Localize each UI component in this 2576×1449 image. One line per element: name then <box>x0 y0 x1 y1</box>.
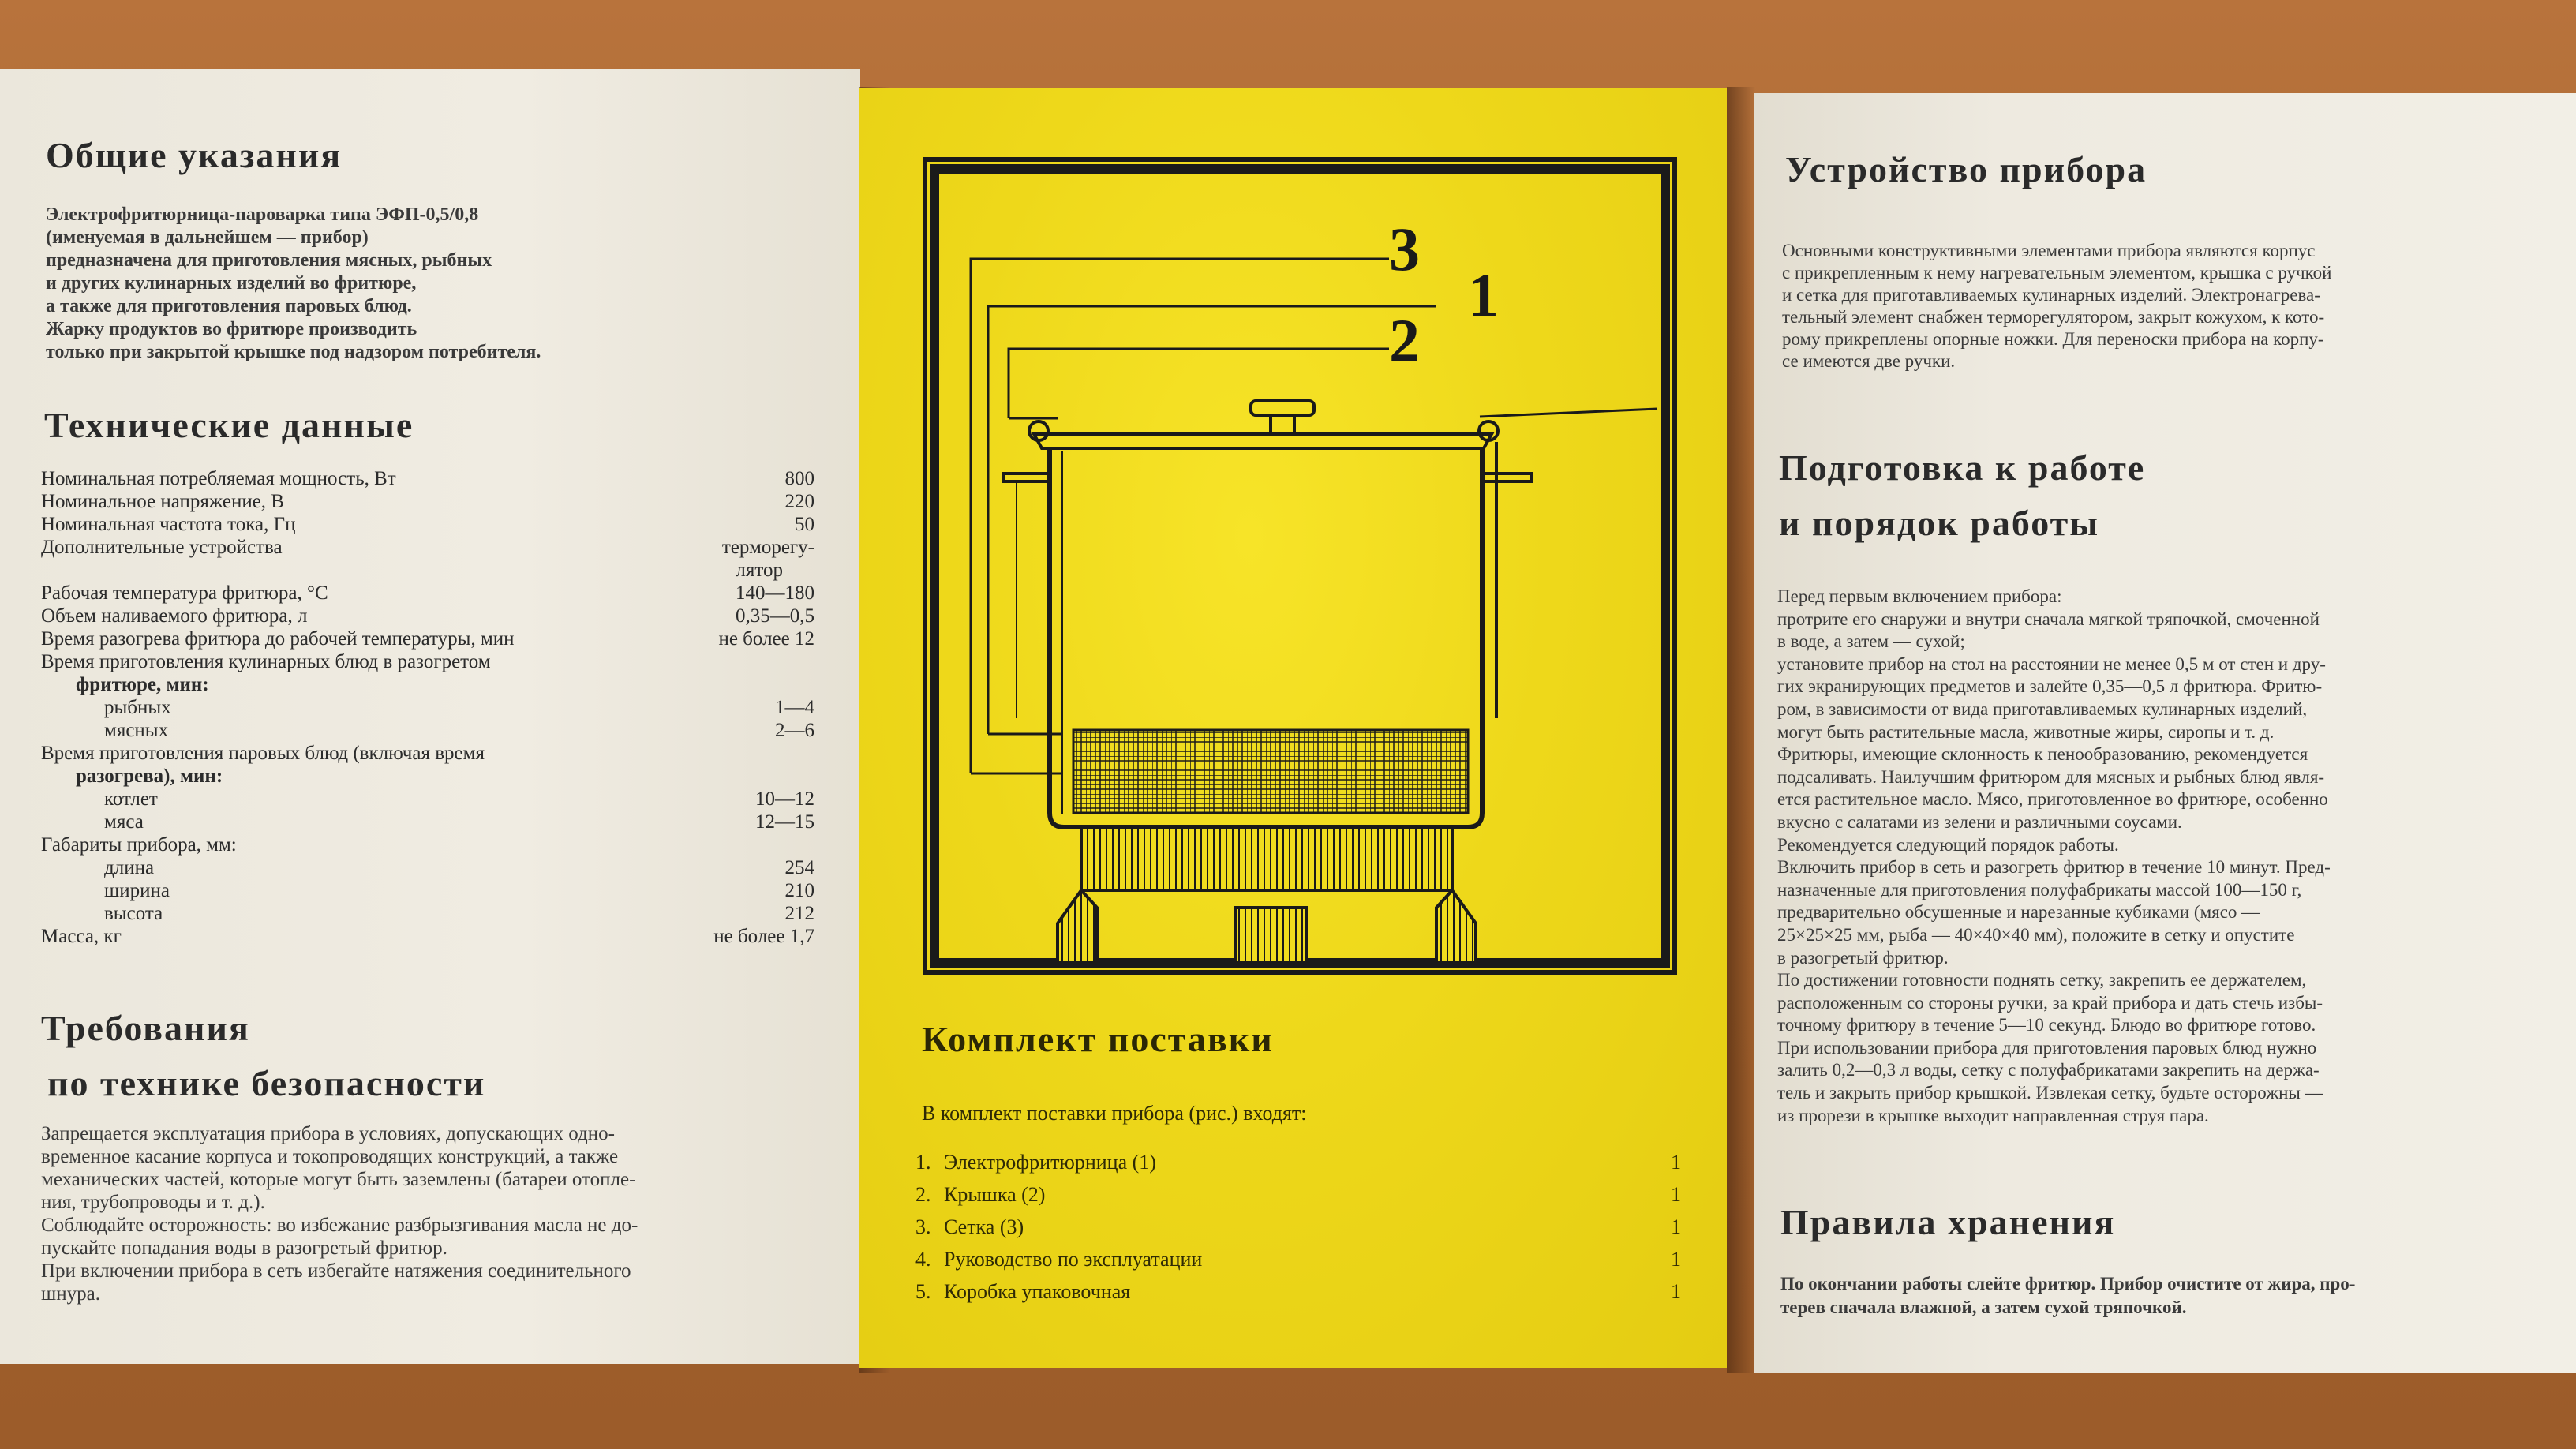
spec-row: Габариты прибора, мм: <box>41 834 237 856</box>
prep-line: гих экранирующих предметов и залейте 0,35—0,5 л фритюра. Фритю- <box>1777 676 2323 697</box>
spec-row: лятор <box>736 560 783 581</box>
device-line: Основными конструктивными элементами прибора являются корпус <box>1782 241 2316 260</box>
spec-row: Масса, кг не более 1,7 <box>41 926 814 947</box>
prep-line: Включить прибор в сеть и разогреть фритюр в течение 10 минут. Пред- <box>1777 857 2331 878</box>
prep-line: назначенные для приготовления полуфабрикаты массой 100—150 г, <box>1777 879 2302 900</box>
safety-line: Запрещается эксплуатация прибора в условиях, допускающих одно- <box>41 1123 615 1144</box>
right-handle <box>1482 474 1531 481</box>
safety-heading <box>41 1001 485 1111</box>
prep-line: точному фритюру в течение 5—10 секунд. Блюдо во фритюре готово. <box>1777 1015 2316 1035</box>
callout-3: 3 <box>1389 215 1420 283</box>
device-line: с прикрепленным к нему нагревательным элементом, крышка с ручкой <box>1782 263 2332 283</box>
spec-row: Время приготовления паровых блюд (включая время <box>41 743 485 764</box>
prep-heading-line: и порядок работы <box>1779 503 2100 543</box>
prep-line: При использовании прибора для приготовления паровых блюд нужно <box>1777 1037 2317 1058</box>
prep-line: Рекомендуется следующий порядок работы. <box>1777 834 2119 855</box>
leader-line-3 <box>971 259 1389 773</box>
safety-line: пускайте попадания воды в разогретый фритюр. <box>41 1237 447 1259</box>
fold-shadow <box>1727 87 1755 1373</box>
spec-row: фритюре, мин: <box>76 674 209 695</box>
fryer-diagram <box>915 150 1689 1002</box>
general-line: Жарку продуктов во фритюре производить <box>46 319 417 339</box>
prep-line: залить 0,2—0,3 л воды, сетку с полуфабрикатами закрепить на держа- <box>1777 1060 2320 1080</box>
left-handle <box>1004 474 1050 481</box>
leader-line-2 <box>1009 349 1389 418</box>
safety-heading-line: Требования <box>41 1008 250 1048</box>
prep-heading <box>1779 440 2145 551</box>
device-text <box>1782 240 2563 373</box>
prep-line: 25×25×25 мм, рыба — 40×40×40 мм), положите в сетку и опустите <box>1777 924 2295 945</box>
spec-row: Время приготовления кулинарных блюд в разогретом <box>41 651 491 672</box>
tech-spec-table <box>41 467 814 948</box>
spec-row: мяса 12—15 <box>104 811 814 833</box>
safety-line: Соблюдайте осторожность: во избежание разбрызгивания масла не до- <box>41 1215 638 1236</box>
kit-intro: В комплект поставки прибора (рис.) входят: <box>922 1102 1307 1125</box>
leader-line-1 <box>988 306 1436 734</box>
safety-line: шнура. <box>41 1283 100 1305</box>
heater-base <box>1081 827 1452 890</box>
device-heading: Устройство прибора <box>1785 149 2147 189</box>
spec-row: Дополнительные устройства терморегу- <box>41 537 814 558</box>
prep-line: Перед первым включением прибора: <box>1777 586 2062 606</box>
prep-line: ром, в зависимости от вида приготавливаемых кулинарных изделий, <box>1777 698 2308 719</box>
safety-line: механических частей, которые могут быть заземлены (батареи отопле- <box>41 1169 636 1190</box>
safety-text <box>41 1122 822 1305</box>
lid <box>1034 434 1492 448</box>
basket <box>1073 730 1468 813</box>
lid-knob <box>1251 401 1314 415</box>
spec-row: Время разогрева фритюра до рабочей температуры, мин не более 12 <box>41 628 814 650</box>
prep-line: Фритюры, имеющие склонность к пенообразованию, рекомендуется <box>1777 744 2308 765</box>
right-leg <box>1436 890 1476 963</box>
kit-item: 3. Сетка (3) 1 <box>915 1215 1681 1238</box>
storage-line: терев сначала влажной, а затем сухой тряпочкой. <box>1780 1297 2187 1317</box>
prep-line: По достижении готовности поднять сетку, закрепить ее держателем, <box>1777 970 2307 990</box>
spec-row: мясных 2—6 <box>104 720 814 741</box>
device-line: се имеются две ручки. <box>1782 351 1956 371</box>
device-line: тельный элемент снабжен терморегулятором, закрыт кожухом, к кото- <box>1782 307 2325 327</box>
spec-row: Номинальное напряжение, В 220 <box>41 491 814 512</box>
prep-line: расположенным со стороны ручки, за край прибора и дать стечь избы- <box>1777 992 2323 1013</box>
general-line: и других кулинарных изделий во фритюре, <box>46 273 417 294</box>
prep-line: предварительно обсушенные и нарезанные кубиками (мясо — <box>1777 902 2260 923</box>
prep-line: в воде, а затем — сухой; <box>1777 631 1965 652</box>
left-page <box>0 69 860 1364</box>
storage-text <box>1780 1272 2562 1320</box>
prep-heading-line: Подготовка к работе <box>1779 447 2146 488</box>
spec-row: котлет 10—12 <box>104 788 814 810</box>
spec-row: Объем наливаемого фритюра, л 0,35—0,5 <box>41 605 814 627</box>
kit-item: 5. Коробка упаковочная 1 <box>915 1280 1681 1303</box>
device-line: рому прикреплены опорные ножки. Для переноски прибора на корпу- <box>1782 329 2324 349</box>
general-line: Электрофритюрница-пароварка типа ЭФП-0,5/0,8 <box>46 204 479 225</box>
kit-list <box>915 1146 1681 1308</box>
kit-heading: Комплект поставки <box>922 1019 1274 1059</box>
spec-row: высота 212 <box>104 903 814 924</box>
prep-line: подсаливать. Наилучшим фритюром для мясных и рыбных блюд явля- <box>1777 766 2325 787</box>
kit-item: 4. Руководство по эксплуатации 1 <box>915 1248 1681 1271</box>
safety-line: ния, трубопроводы и т. д.). <box>41 1192 265 1213</box>
prep-line: в разогретый фритюр. <box>1777 947 1949 968</box>
general-line: (именуемая в дальнейшем — прибор) <box>46 227 369 248</box>
callout-1: 1 <box>1468 260 1499 329</box>
storage-line: По окончании работы слейте фритюр. Прибор очистите от жира, про- <box>1780 1274 2356 1294</box>
prep-line: ется растительное масло. Мясо, приготовленное во фритюре, особенно <box>1777 789 2328 810</box>
storage-heading: Правила хранения <box>1780 1202 2116 1242</box>
prep-line: могут быть растительные масла, животные жиры, сиропы и т. д. <box>1777 721 2275 742</box>
callout-2: 2 <box>1389 306 1420 375</box>
spec-row: длина 254 <box>104 857 814 878</box>
general-line: только при закрытой крышке под надзором потребителя. <box>46 342 541 362</box>
kit-item: 2. Крышка (2) 1 <box>915 1183 1681 1206</box>
prep-line: тель и закрыть прибор крышкой. Извлекая сетку, будьте осторожны — <box>1777 1083 2323 1103</box>
general-line: предназначена для приготовления мясных, рыбных <box>46 250 492 271</box>
safety-line: временное касание корпуса и токопроводящих конструкций, а также <box>41 1146 619 1167</box>
spec-row: Рабочая температура фритюра, °С 140—180 <box>41 582 814 604</box>
prep-line: протрите его снаружи и внутри сначала мягкой тряпочкой, смоченной <box>1777 608 2320 629</box>
prep-line: из прорези в крышке выходит направленная струя пара. <box>1777 1105 2209 1125</box>
general-heading: Общие указания <box>46 135 343 175</box>
spec-row: разогрева), мин: <box>76 766 223 787</box>
device-line: и сетка для приготавливаемых кулинарных изделий. Электронагрева- <box>1782 285 2320 305</box>
spec-row: ширина 210 <box>104 880 814 901</box>
left-leg <box>1058 890 1097 963</box>
spec-row: Номинальная потребляемая мощность, Вт 800 <box>41 468 814 489</box>
prep-text <box>1777 586 2559 1127</box>
kit-item: 1. Электрофритюрница (1) 1 <box>915 1151 1681 1174</box>
safety-line: При включении прибора в сеть избегайте натяжения соединительного <box>41 1260 631 1282</box>
leader-line-rim <box>1480 409 1657 417</box>
safety-heading-line: по технике безопасности <box>47 1063 486 1103</box>
general-line: а также для приготовления паровых блюд. <box>46 296 412 316</box>
prep-line: вкусно с салатами из зелени и различными соусами. <box>1777 811 2182 832</box>
general-text <box>46 204 803 364</box>
spec-row: Номинальная частота тока, Гц 50 <box>41 514 814 535</box>
spec-row: рыбных 1—4 <box>104 697 814 718</box>
center-foot <box>1235 908 1306 963</box>
prep-line: установите прибор на стол на расстоянии не менее 0,5 м от стен и дру- <box>1777 653 2326 674</box>
tech-heading: Технические данные <box>44 405 414 445</box>
right-page <box>1754 93 2576 1373</box>
